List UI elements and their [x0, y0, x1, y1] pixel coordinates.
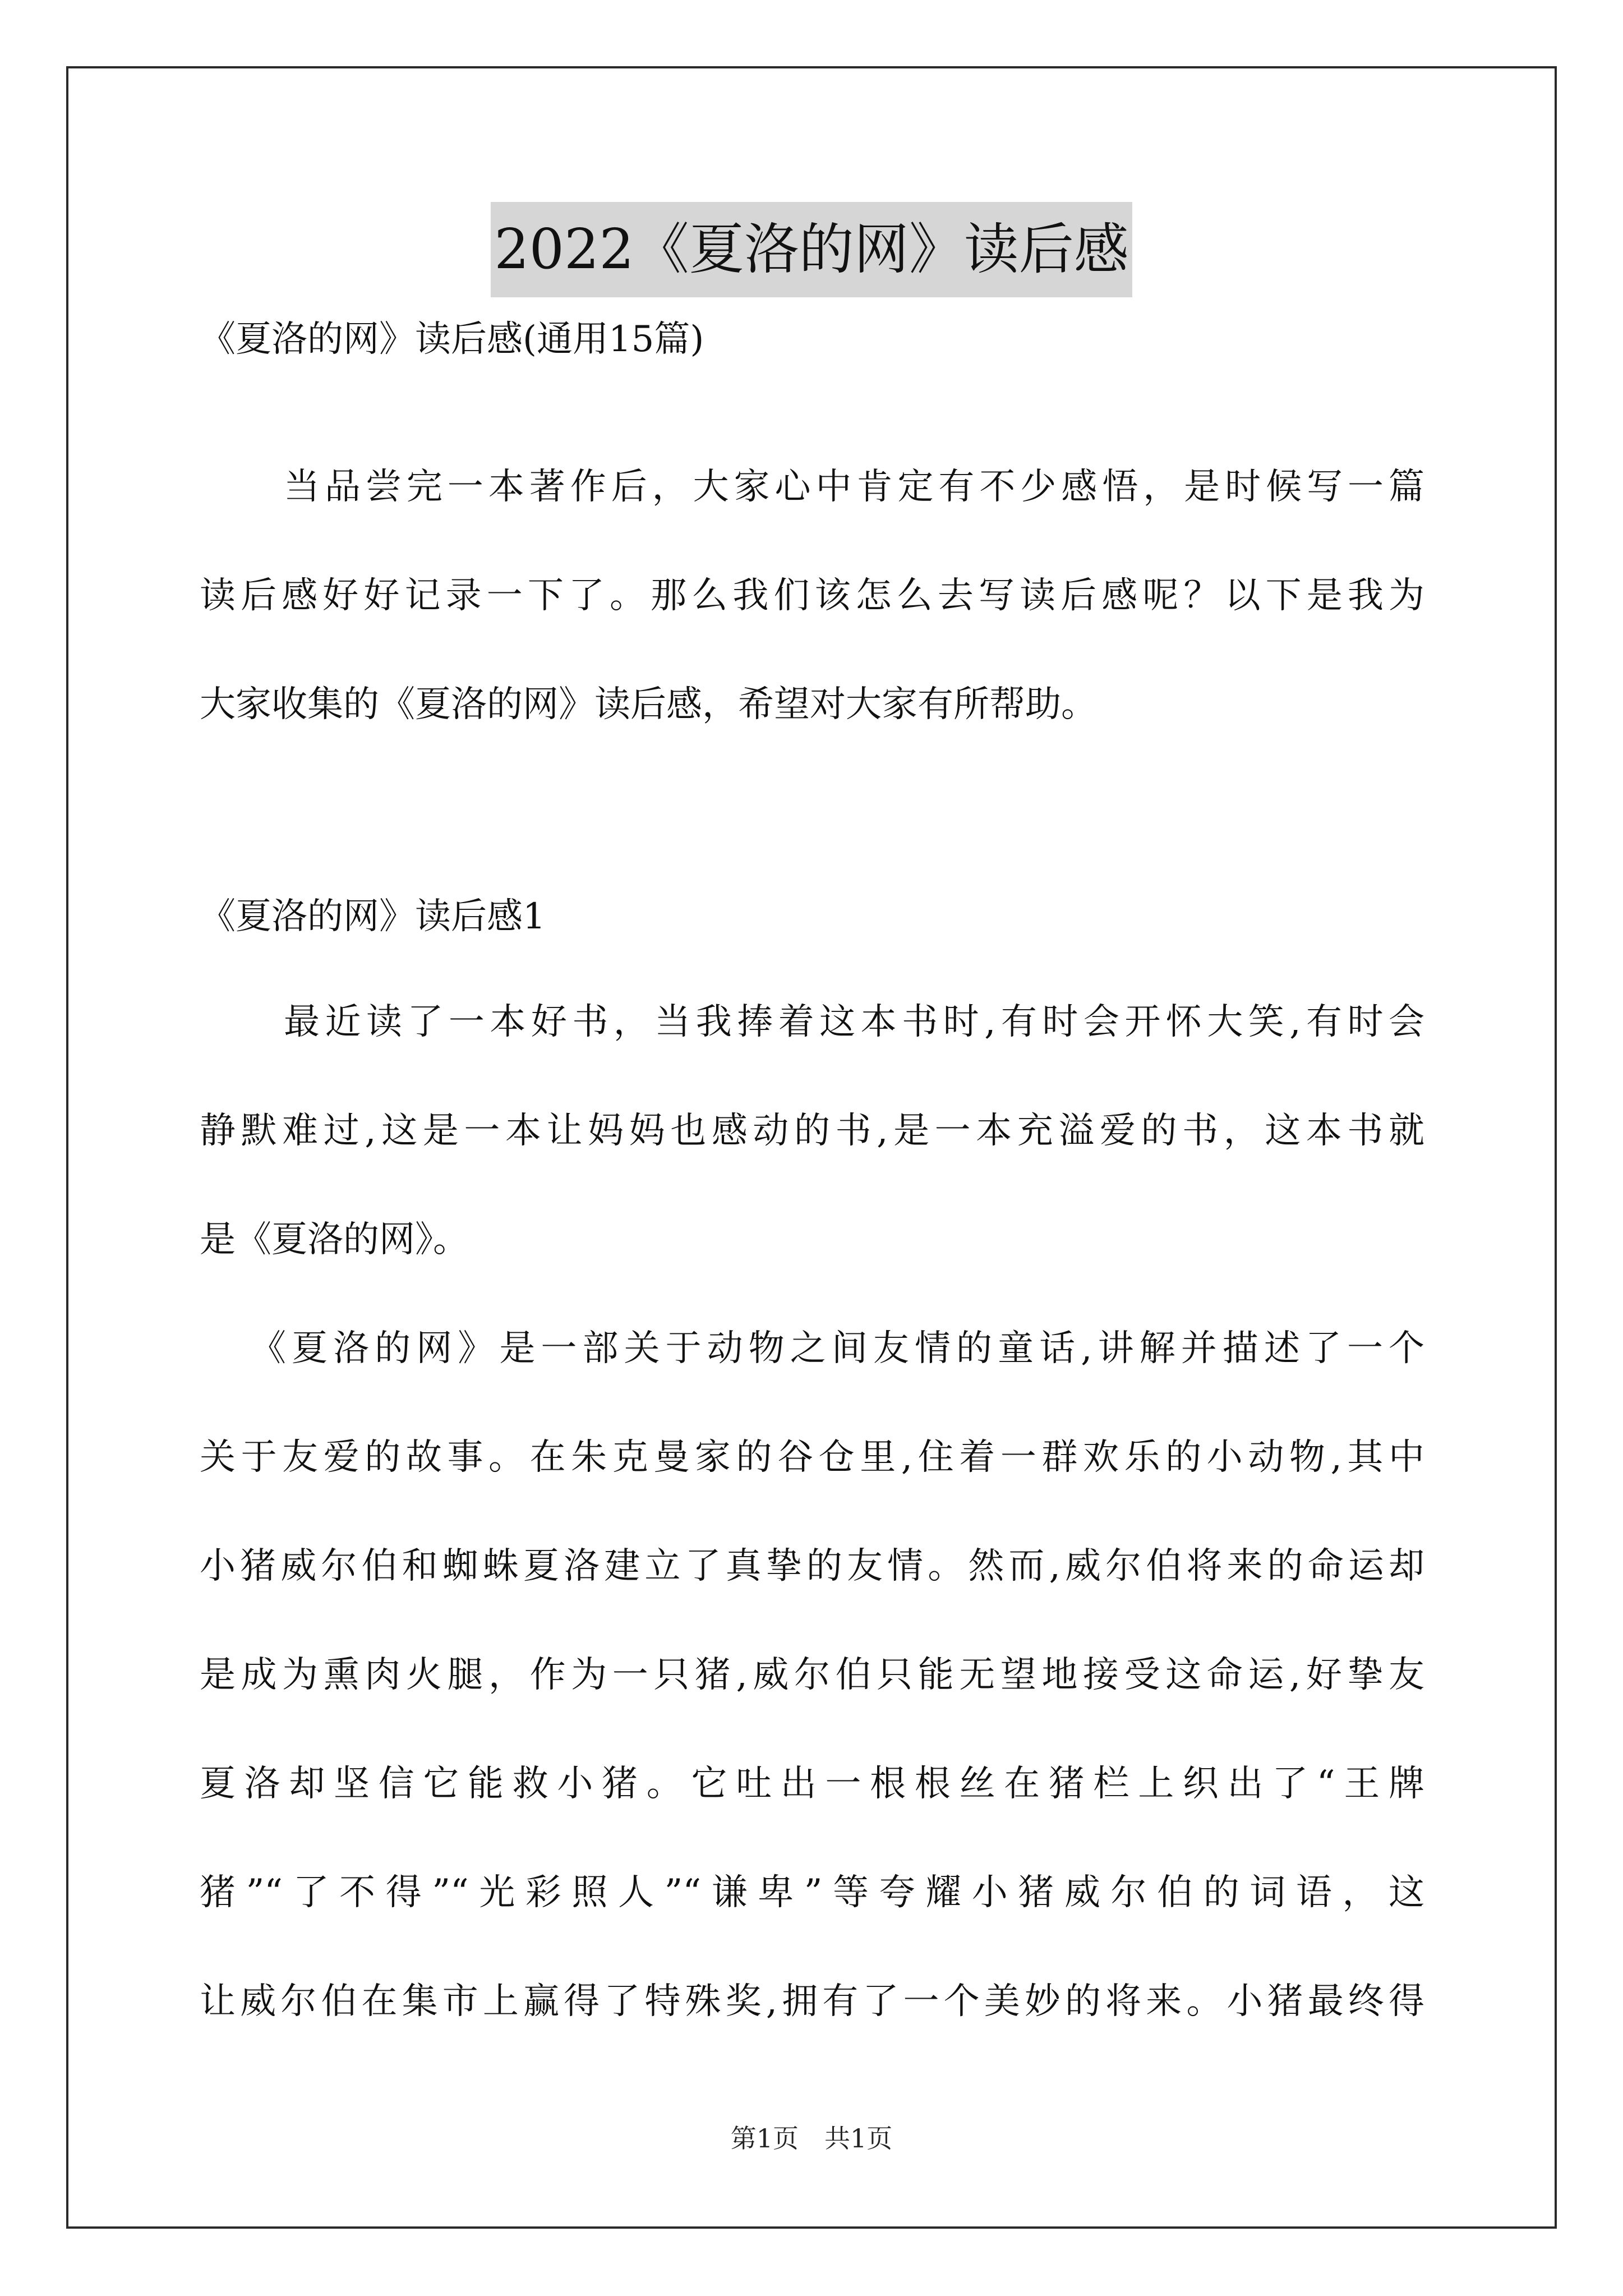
- para2-line-5: 夏洛却坚信它能救小猪。它吐出一根根丝在猪栏上织出了“王牌: [200, 1763, 1424, 1805]
- para2-line-3: 小猪威尔伯和蜘蛛夏洛建立了真挚的友情。然而,威尔伯将来的命运却: [200, 1545, 1424, 1587]
- intro-line-3: 大家收集的《夏洛的网》读后感，希望对大家有所帮助。: [200, 684, 1097, 725]
- page-footer: 第1页 共1页: [730, 2123, 893, 2154]
- intro-line-2: 读后感好好记录一下了。那么我们该怎么去写读后感呢？以下是我为: [200, 575, 1424, 616]
- document-title: 2022《夏洛的网》读后感: [491, 202, 1132, 297]
- para2-line-7: 让威尔伯在集市上赢得了特殊奖,拥有了一个美妙的将来。小猪最终得: [200, 1981, 1424, 2022]
- para1-line-1: 最近读了一本好书，当我捧着这本书时,有时会开怀大笑,有时会: [284, 1001, 1424, 1043]
- para2-line-4: 是成为熏肉火腿，作为一只猪,威尔伯只能无望地接受这命运,好挚友: [200, 1654, 1424, 1696]
- document-subtitle: 《夏洛的网》读后感(通用15篇): [200, 319, 704, 360]
- para1-line-3: 是《夏洛的网》。: [200, 1219, 469, 1260]
- para2-line-1: 《夏洛的网》是一部关于动物之间友情的童话,讲解并描述了一个: [250, 1328, 1424, 1369]
- title-container: [0, 202, 1623, 297]
- section-heading: 《夏洛的网》读后感1: [200, 896, 546, 937]
- para2-line-2: 关于友爱的故事。在朱克曼家的谷仓里,住着一群欢乐的小动物,其中: [200, 1437, 1424, 1478]
- para2-line-6: 猪”“了不得”“光彩照人”“谦卑”等夸耀小猪威尔伯的词语，这: [200, 1872, 1424, 1913]
- intro-line-1: 当品尝完一本著作后，大家心中肯定有不少感悟，是时候写一篇: [284, 466, 1424, 508]
- para1-line-2: 静默难过,这是一本让妈妈也感动的书,是一本充溢爱的书，这本书就: [200, 1110, 1424, 1152]
